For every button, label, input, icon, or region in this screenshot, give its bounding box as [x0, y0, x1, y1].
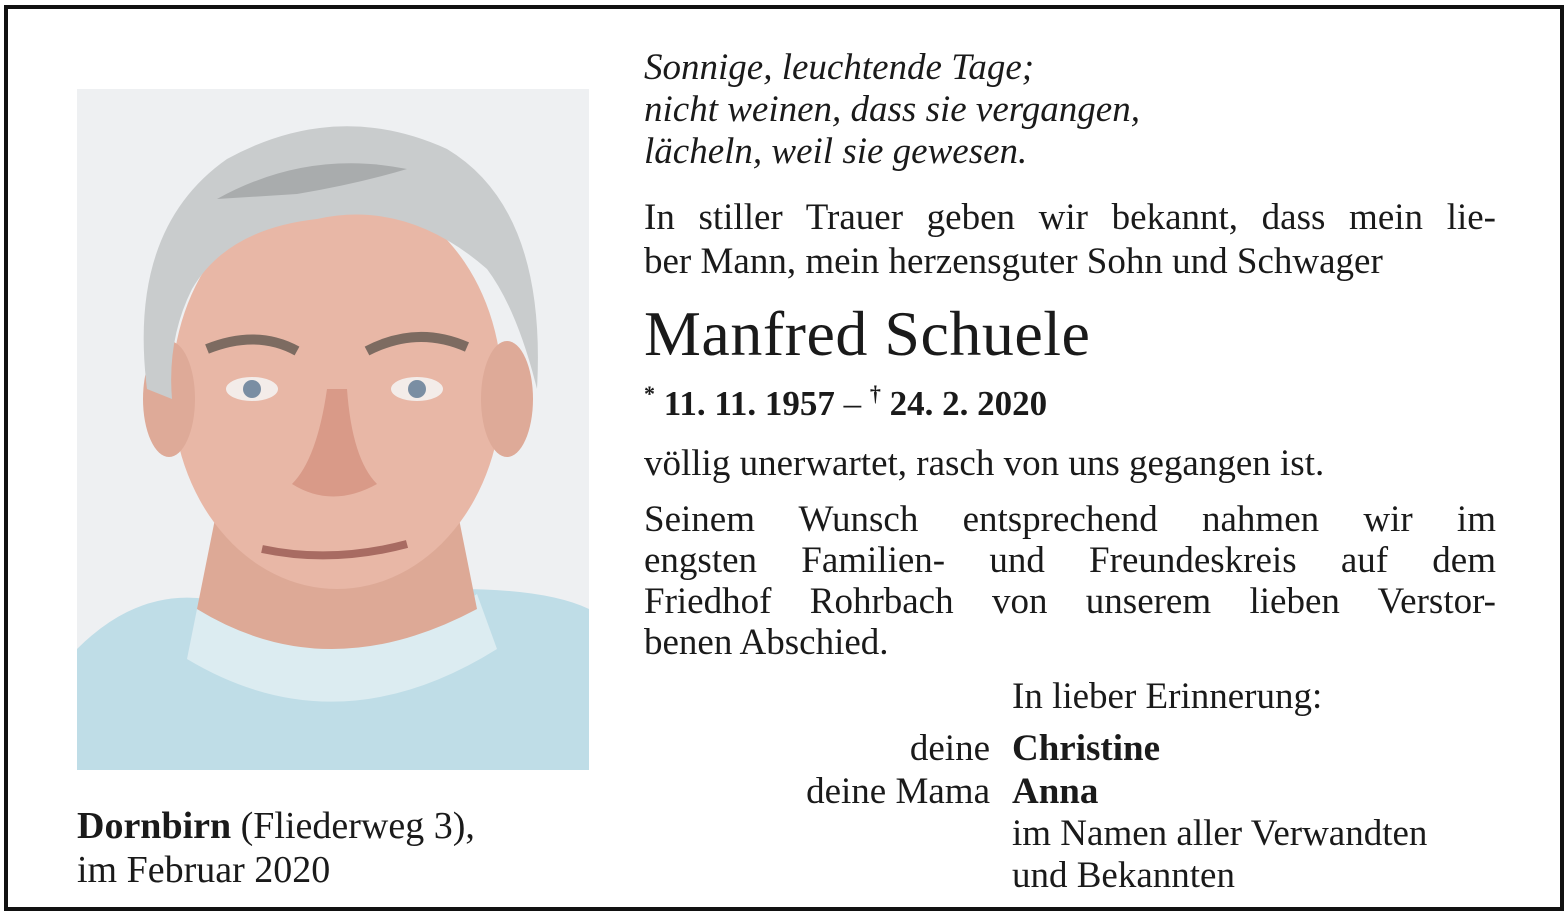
mourner-relation: deine [909, 728, 990, 769]
signoff [1012, 813, 1427, 897]
death-symbol: † [869, 381, 881, 406]
intro-line: ber Mann, mein herzensguter Sohn und Schwager [644, 241, 1383, 282]
portrait-image [77, 89, 589, 770]
poem-line: Sonnige, leuchtende Tage; [644, 47, 1035, 88]
intro-line: In stiller Trauer geben wir bekannt, dass mein lie- [644, 197, 1496, 238]
portrait-photo [77, 89, 589, 770]
wish-line: benen Abschied. [644, 622, 889, 663]
memory-heading: In lieber Erinnerung: [1012, 676, 1323, 717]
death-date: 24. 2. 2020 [889, 384, 1048, 423]
address: (Fliederweg 3), [240, 805, 475, 847]
life-dates [644, 371, 1496, 427]
location-line [77, 804, 475, 848]
unexpected-line: völlig unerwartet, rasch von uns gegangen ist. [644, 443, 1325, 484]
poem [644, 47, 1496, 173]
signoff-line: und Bekannten [1012, 855, 1235, 896]
date-line: im Februar 2020 [77, 849, 331, 891]
poem-line: lächeln, weil sie gewesen. [644, 131, 1028, 172]
poem-line: nicht weinen, dass sie vergangen, [644, 89, 1140, 130]
wish-line: Friedhof Rohrbach von unserem lieben Verstor- [644, 581, 1496, 622]
birth-date: 11. 11. 1957 [663, 384, 835, 423]
obituary-frame [4, 5, 1564, 911]
mourner-relation: deine Mama [806, 771, 990, 812]
city: Dornbirn [77, 805, 232, 847]
wish-paragraph [644, 499, 1496, 663]
deceased-name: Manfred Schuele [644, 298, 1091, 369]
birth-symbol: * [644, 381, 655, 406]
mourner-name: Christine [1012, 728, 1160, 769]
location-block [77, 804, 475, 892]
intro-text [644, 196, 1496, 284]
mourner-name: Anna [1012, 771, 1099, 812]
wish-line: Seinem Wunsch entsprechend nahmen wir im [644, 499, 1496, 540]
date-dash: – [843, 384, 862, 423]
wish-line: engsten Familien- und Freundeskreis auf dem [644, 540, 1496, 581]
signoff-line: im Namen aller Verwandten [1012, 813, 1428, 854]
